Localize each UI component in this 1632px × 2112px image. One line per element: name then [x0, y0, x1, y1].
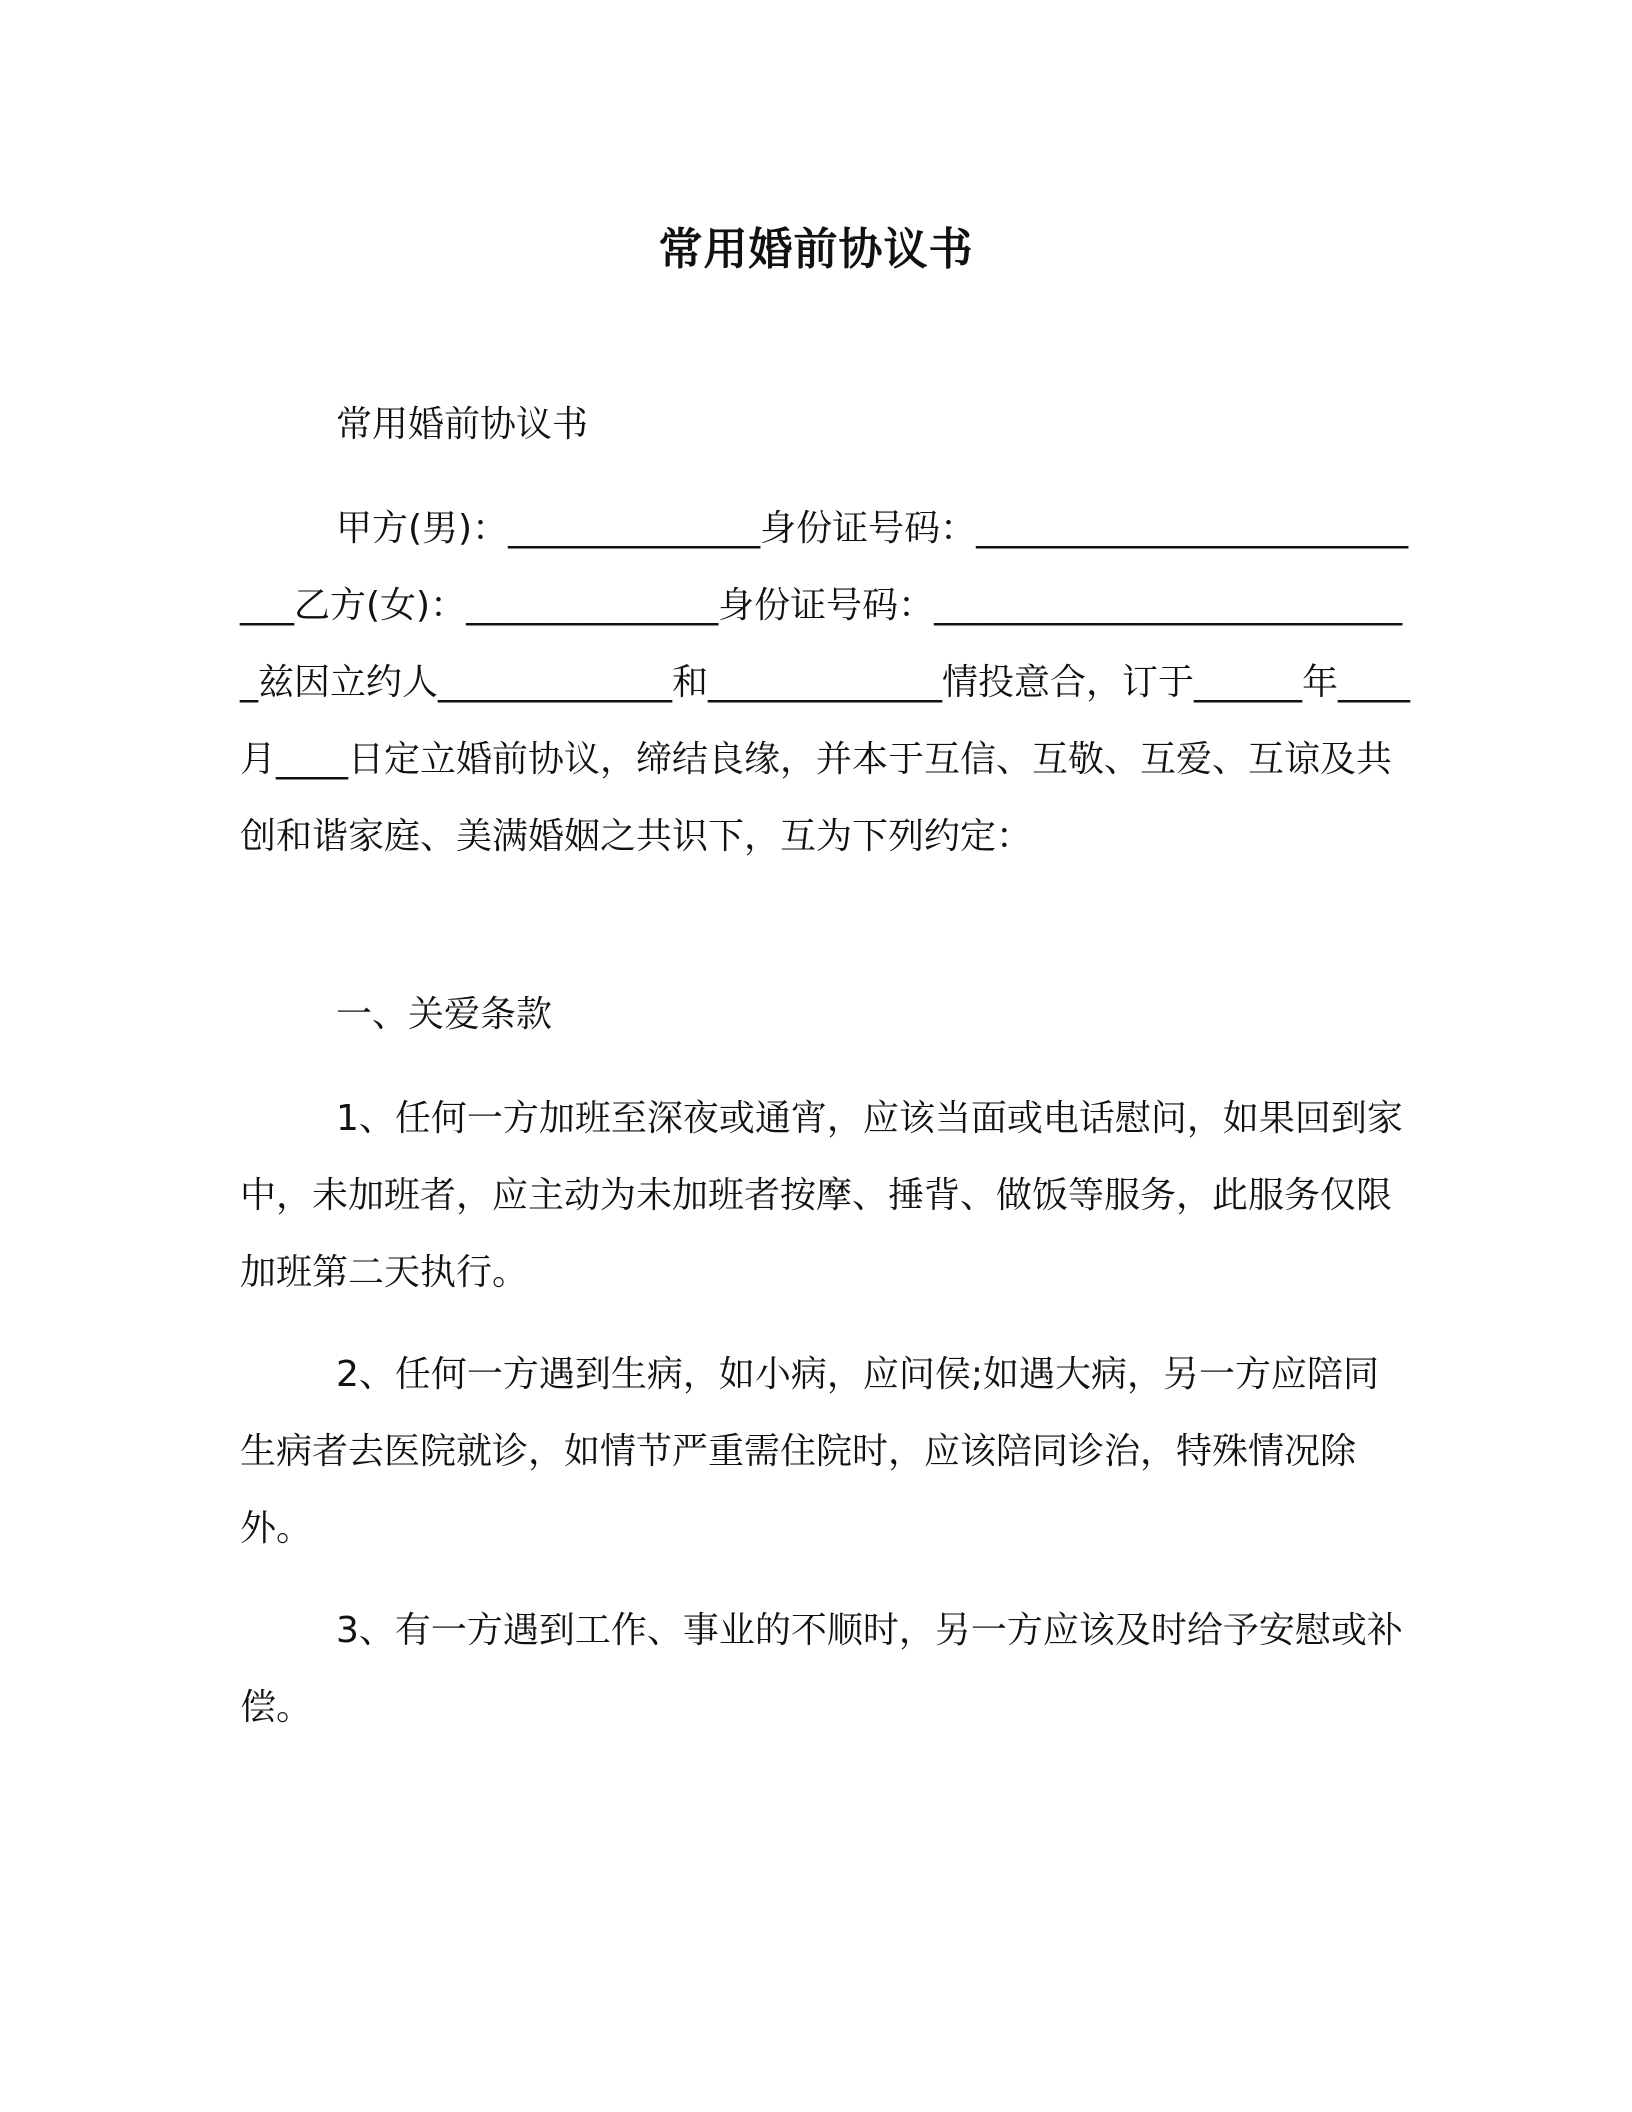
clause-paragraph-2: 2、任何一方遇到生病，如小病，应问侯;如遇大病，另一方应陪同生病者去医院就诊，如情节严重需住院时，应该陪同诊治，特殊情况除外。	[240, 1354, 1380, 1549]
intro-paragraph: 甲方(男)：______________身份证号码：___________________________乙方(女)：______________身份证号码：___________________________兹因立约人_____________和_____________情投意合，订于______年____月____日定立婚前协议，缔结良缘，并本于互信、互敬、互爱、互谅及共创和谐家庭、美满婚姻之共识下，互为下列约定：	[240, 508, 1411, 857]
clause-paragraph-1: 1、任何一方加班至深夜或通宵，应该当面或电话慰问，如果回到家中，未加班者，应主动为未加班者按摩、捶背、做饭等服务，此服务仅限加班第二天执行。	[240, 1098, 1403, 1293]
subtitle-paragraph: 常用婚前协议书	[336, 404, 589, 445]
document-title: 常用婚前协议书	[658, 224, 974, 275]
section-heading: 一、关爱条款	[336, 994, 553, 1035]
clause-paragraph-3: 3、有一方遇到工作、事业的不顺时，另一方应该及时给予安慰或补偿。	[240, 1610, 1403, 1728]
